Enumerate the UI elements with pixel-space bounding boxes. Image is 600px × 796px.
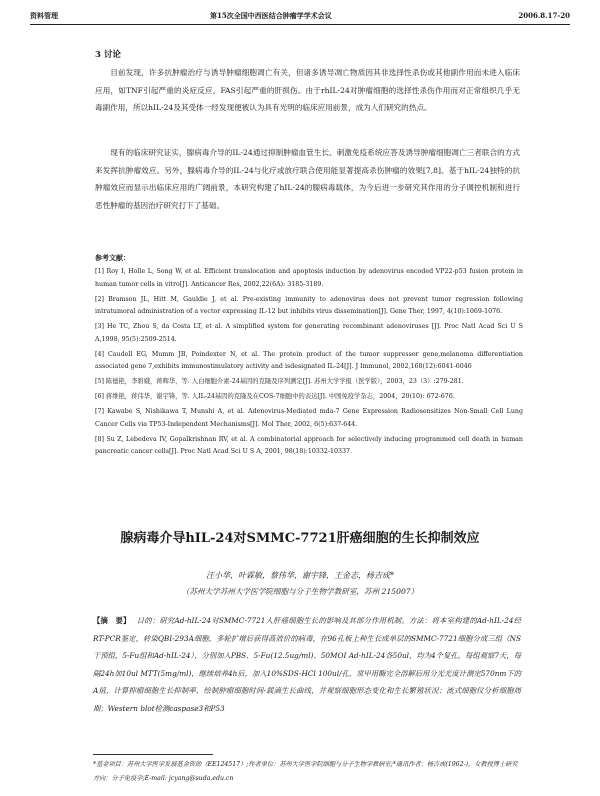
abstract-label: 【摘 要】: [93, 616, 131, 625]
header-center: 第15次全国中西医结合肿瘤学学术会议: [210, 11, 332, 20]
discussion-paragraph-2: 现有的临床研究证实，腺病毒介导的IL-24通过抑制肿瘤血管生长、刺激免疫系统应答及诱导肿瘤细胞凋亡三者联合的方式来发挥抗肿瘤效应。另外，腺病毒介导的IL-24与化疗或放疗联合使用能显著提高杀伤肿瘤的效果[7,8]。基于hIL-24独特的抗肿瘤效应而显示出临床应用的广阔前景，本研究构建了hIL-24的腺病毒载体，为今后进一步研究其作用的分子调控机制和进行恶性肿瘤的基因治疗研究打下了基础。: [95, 148, 520, 210]
discussion-heading: 3 讨论: [95, 50, 121, 60]
header-left: 资料管理: [30, 11, 58, 20]
references-list: [95, 266, 523, 461]
reference-item: [5] 陈德艳，李碧娥，蒋辉华，等. 人白细胞介素-24基因的克隆及序列测定[J]. 苏州大学学报（医学版），2003，23（3）:279-281.: [95, 378, 464, 385]
references-heading: 参考文献：: [95, 253, 130, 262]
reference-item: [2] Bramson JL, Hitt M, Gauldie J, et al. Pre-existing immunity to adenovirus does not prevent tumor regression following intratumoral administration of a vector expressing IL-12 but inhibits virus dissemination[J]. Gene Ther, 1997, 4(10):1069-1076.: [95, 295, 523, 315]
abstract: [93, 612, 521, 717]
header-right: 2006.8.17-20: [518, 11, 570, 20]
running-header: [30, 8, 570, 25]
footnote-divider: [93, 754, 213, 755]
reference-item: [8] Su Z, Lebedeva IV, Gopalkrishnan RV, et al. A combinatorial approach for selectively inducing programmed cell death in human pancreatic cancer cells[J]. Proc Natl Acad Sci U S A, 2001, 98(18):10332-10337.: [95, 435, 523, 455]
article-affiliation: （苏州大学苏州大学医学院细胞与分子生物学教研室，苏州 215007）: [181, 587, 419, 596]
reference-item: [1] Roy I, Holle L, Song W, et al. Efficient translocation and apoptosis induction by adenovirus encoded VP22-p53 fusion protein in human tumor cells in vitro[J]. Anticancer Res, 2002,22(6A): 3185-3189.: [95, 268, 523, 288]
article-title: 腺病毒介导hIL-24对SMMC-7721肝癌细胞的生长抑制效应: [120, 531, 480, 546]
reference-item: [7] Kawabe S, Nishikawa T, Munshi A, et al. Adenovirus-Mediated mda-7 Gene Expression Radiosensitizes Non-Small Cell Lung Cancer Cells via TP53-Independent Mechanisms[J]. Mol Ther, 2002, 6(5):637-644.: [95, 408, 523, 428]
discussion-paragraph-1: 目前发现，许多抗肿瘤治疗与诱导肿瘤细胞凋亡有关，但诸多诱导凋亡物质因其非选择性杀伤或其他副作用而未进入临床应用，如TNF引起严重的炎症反应，FAS引起严重的肝损伤。由于rhIL-24对肿瘤细胞的选择性杀伤作用而对正常组织几乎无毒副作用，所以hIL-24及其受体一经发现便被认为具有光明的临床应用前景，成为人们研究的热点。: [95, 68, 520, 112]
article-authors: 汪小华，叶霖敏，蔡伟华，谢宇锋，王金志，杨吉成*: [206, 571, 394, 580]
reference-item: [3] He TC, Zhou S, da Costa LT, et al. A simplified system for generating recombinant adenoviruses [J]. Proc Natl Acad Sci U S A,1998, 95(5):2509-2514.: [95, 323, 523, 343]
reference-item: [4] Caudell EG, Mumm JB, Poindexter N, et al. The protein product of the tumor suppressor gene,melanoma differentiation associated gene 7,exhibits immunostimulatory activity and isdesignated IL-24[J]. J Immunol, 2002,168(12):6041-6046: [95, 350, 523, 370]
abstract-text: 目的：研究Ad-hIL-24对SMMC-7721人肝癌细胞生长的影响及其部分作用机制。方法：将本室构建的Ad-hIL-24经RT-PCR鉴定，转染QBI-293A细胞，多轮扩增后获得高效价的病毒，在96孔板上种生长成单层的SMMC-7721细胞分成三组（NS干预组，5-Fu组和Ad-hIL-24），分别加入PBS、5-Fu(12.5ug/ml)、50MOI Ad-hIL-24各50ul，均为4个复孔，每组观察7天，每隔24h加10ul MTT(5mg/ml)，继续培养4h后，加入10%SDS-HCl 100ul/孔，常甲用酶完全溶解后用分光光度计测定570nm下的A值，计算抑瘤细胞生长抑制率，绘制肿瘤细胞时间-载滴生长曲线，并观察细胞形态变化和生长繁殖状况；流式细胞仪分析细胞周期；Western blot检测caspase3和P53: [93, 616, 522, 713]
footnote: *基金项目：苏州大学医学发展基金资助（EE124517）;作者单位：苏州大学医学院细胞与分子生物学教研室;*通讯作者：杨吉成(1962-)，女教授博士研究方向：分子免疫学;E-mail: jcyang@suda.edu.cn: [93, 761, 518, 782]
reference-item: [6] 蒋维艳，蒋伟华，谢宇锋，等. 人IL-24基因的克隆及在COS-7细胞中的表达[J]. 中国免疫学杂志，2004，20(10): 672-676.: [95, 393, 455, 400]
